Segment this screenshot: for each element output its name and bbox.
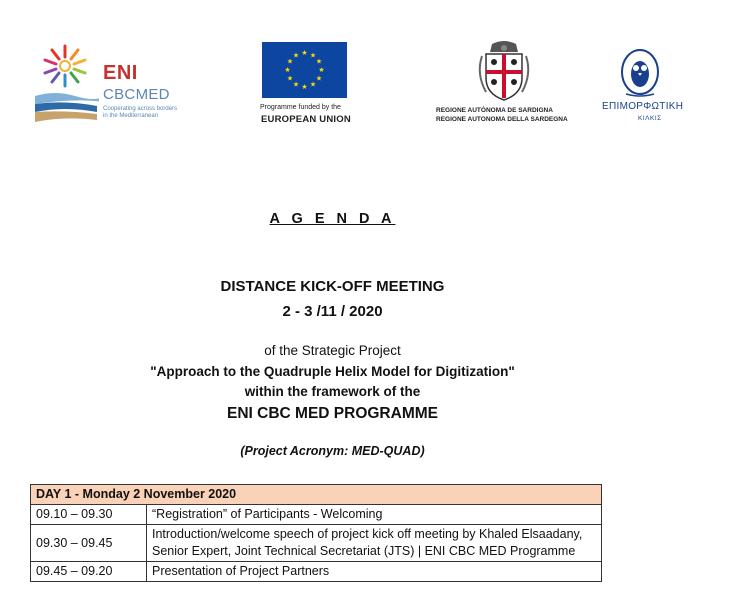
eni-subtitle: CBCMED [103,86,170,103]
svg-text:★: ★ [309,51,317,60]
project-title: "Approach to the Quadruple Helix Model for Digitization" [150,364,515,379]
svg-text:★: ★ [292,80,300,89]
svg-text:★: ★ [315,74,323,83]
agenda-title [0,211,665,227]
eni-sun-icon [35,40,99,130]
eu-flag-icon [262,42,347,98]
project-acronym: (Project Acronym: MED-QUAD) [240,444,425,458]
meeting-dates: 2 - 3 /11 / 2020 [282,303,383,320]
sardinia-coat-of-arms-icon [472,40,536,102]
table-row [31,562,602,582]
eni-tagline-2: in the Mediterranean [103,113,159,119]
svg-text:★: ★ [315,57,323,66]
day-header-row [31,485,602,505]
table-row [31,505,602,525]
epimorfotiki-city: ΚΙΛΚΙΣ [638,115,662,122]
day-header: DAY 1 - Monday 2 November 2020 [31,485,602,505]
eni-tagline-1: Cooperating across borders [103,106,178,112]
agenda-title-text: A G E N D A [269,211,396,227]
svg-text:★: ★ [318,66,325,74]
eu-name: EUROPEAN UNION [261,114,351,125]
svg-text:★: ★ [301,49,308,57]
svg-text:★: ★ [292,51,300,60]
eu-logo [262,42,354,132]
svg-text:★: ★ [286,74,294,83]
row-time: 09.30 – 09.45 [31,525,147,562]
logo-header [0,0,745,140]
programme-name: ENI CBC MED PROGRAMME [227,405,438,422]
row-time: 09.45 – 09.20 [31,562,147,582]
table-row [31,525,602,562]
sardinia-line-2: REGIONE AUTONOMA DELLA SARDEGNA [436,116,568,123]
sardinia-logo [430,40,580,130]
row-activity: Introduction/welcome speech of project kick off meeting by Khaled Elsaadany, Senior Expert, Joint Technical Secretariat (JTS) | ENI CBC MED Programme [147,525,602,562]
row-activity: “Registration” of Participants - Welcoming [147,505,602,525]
svg-text:★: ★ [309,80,317,89]
owl-icon [620,48,676,100]
svg-text:★: ★ [301,83,308,91]
eu-caption: Programme funded by the [260,104,341,111]
eni-title: ENI [103,62,138,84]
epimorfotiki-logo [602,48,697,138]
row-time: 09.10 – 09.30 [31,505,147,525]
agenda-table [30,484,602,582]
svg-text:★: ★ [286,57,294,66]
sardinia-line-1: REGIONE AUTÒNOMA DE SARDIGNA [436,107,553,114]
svg-text:★: ★ [284,66,291,74]
meeting-title: DISTANCE KICK-OFF MEETING [220,278,445,295]
framework-line: within the framework of the [244,384,421,399]
epimorfotiki-name: ΕΠΙΜΟΡΦΩΤΙΚΗ [602,101,684,112]
row-activity: Presentation of Project Partners [147,562,602,582]
eni-cbcmed-logo [35,40,205,130]
project-intro: of the Strategic Project [264,343,401,358]
